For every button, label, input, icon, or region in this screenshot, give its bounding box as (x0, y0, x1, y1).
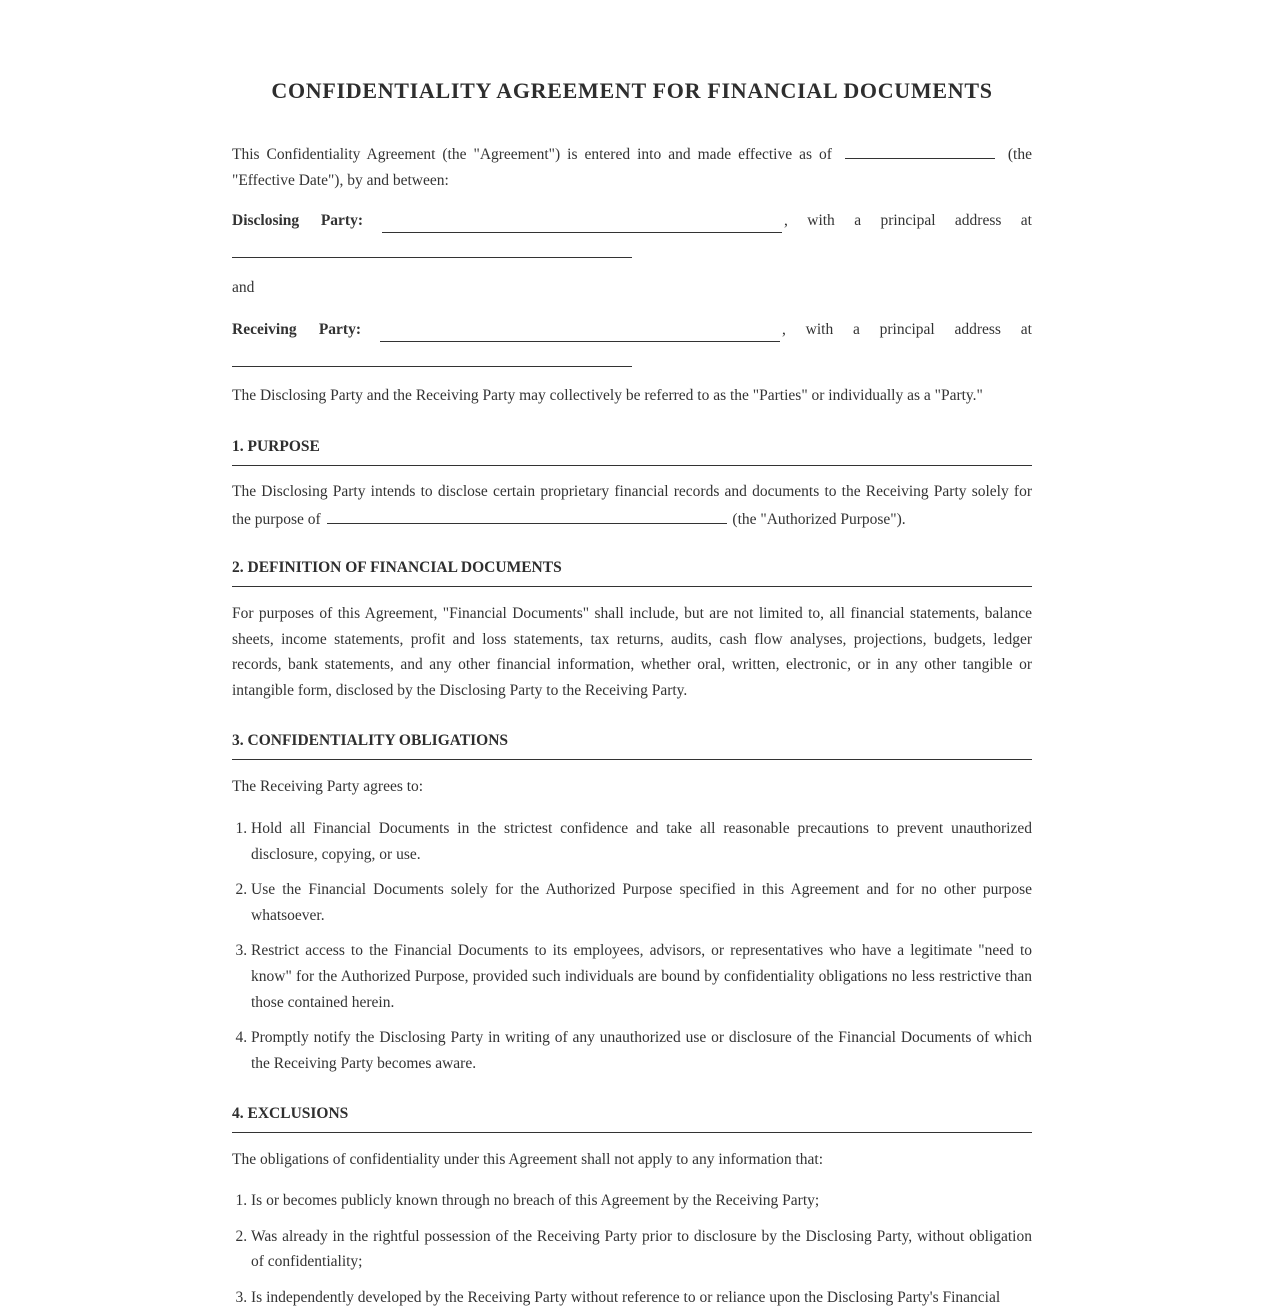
disclosing-party-label: Disclosing Party: (232, 212, 363, 229)
section-heading: 3. CONFIDENTIALITY OBLIGATIONS (232, 732, 1032, 760)
disclosing-party-name-blank[interactable] (382, 208, 782, 233)
authorized-purpose-blank[interactable] (327, 505, 727, 524)
section-exclusions (232, 1105, 1032, 1133)
intro-text-after-2: "Effective Date"), by and between: (232, 171, 449, 189)
section-heading: 4. EXCLUSIONS (232, 1105, 1032, 1133)
disclosing-address-blank[interactable] (232, 256, 632, 258)
disclosing-party-line (232, 208, 1032, 233)
intro-text-before: This Confidentiality Agreement (the "Agreement") is entered into and made effective as of (232, 146, 832, 163)
section-heading: 1. PURPOSE (232, 438, 1032, 466)
receiving-address-blank[interactable] (232, 365, 632, 367)
section-obligations (232, 732, 1032, 760)
exclusions-list (232, 1188, 1032, 1310)
and-text: and (232, 279, 255, 296)
list-item: 1. Hold all Financial Documents in the strictest confidence and take all reasonable precautions to prevent unauthorized disclosure, copying, or use. (251, 816, 1032, 867)
receiving-address-text: , with a principal address at (782, 321, 1032, 338)
parties-note: The Disclosing Party and the Receiving Party may collectively be referred to as the "Parties" or individually as a "Party." (232, 387, 983, 404)
intro-text-after: (the (1007, 146, 1032, 163)
document-title: CONFIDENTIALITY AGREEMENT FOR FINANCIAL DOCUMENTS (271, 78, 993, 103)
list-item: 2. Use the Financial Documents solely for the Authorized Purpose specified in this Agreement and for no other purpose whatsoever. (251, 877, 1032, 928)
receiving-party-line (232, 317, 1032, 342)
effective-date-blank[interactable] (845, 140, 995, 159)
list-item: 3. Restrict access to the Financial Documents to its employees, advisors, or representatives who have a legitimate "need to know" for the Authorized Purpose, provided such individuals are bound by confidentiality obligations no less restrictive than those contained herein. (251, 938, 1032, 1015)
list-item: 1. Is or becomes publicly known through no breach of this Agreement by the Receiving Party; (251, 1188, 1032, 1214)
list-item: 3. Is independently developed by the Receiving Party without reference to or reliance upon the Disclosing Party's Financial (251, 1285, 1032, 1310)
obligations-list (232, 816, 1032, 1076)
list-item: 4. Promptly notify the Disclosing Party in writing of any unauthorized use or disclosure of the Financial Documents of which the Receiving Party becomes aware. (251, 1025, 1032, 1076)
exclusions-lead: The obligations of confidentiality under this Agreement shall not apply to any information that: (232, 1151, 824, 1168)
section-heading: 2. DEFINITION OF FINANCIAL DOCUMENTS (232, 559, 1032, 587)
disclosing-address-text: , with a principal address at (784, 212, 1032, 229)
section-definition (232, 559, 1032, 587)
intro-paragraph (232, 140, 1032, 193)
receiving-party-label: Receiving Party: (232, 321, 361, 338)
list-item: 2. Was already in the rightful possession of the Receiving Party prior to disclosure by the Disclosing Party, without obligation of confidentiality; (251, 1224, 1032, 1275)
receiving-party-name-blank[interactable] (380, 317, 780, 342)
purpose-paragraph: The Disclosing Party intends to disclose certain proprietary financial records and documents to the Receiving Party solely for the purpose of (the "Authorized Purpose"). (232, 483, 1032, 528)
section-purpose (232, 438, 1032, 466)
obligations-lead: The Receiving Party agrees to: (232, 778, 424, 795)
definition-paragraph: For purposes of this Agreement, "Financial Documents" shall include, but are not limited to, all financial statements, balance sheets, income statements, profit and loss statements, tax returns, audits, cash flow analyses, projections, budgets, ledger records, bank statements, and any other financial information, whether oral, written, electronic, or in any other tangible or intangible form, disclosed by the Disclosing Party to the Receiving Party. (232, 605, 1032, 699)
